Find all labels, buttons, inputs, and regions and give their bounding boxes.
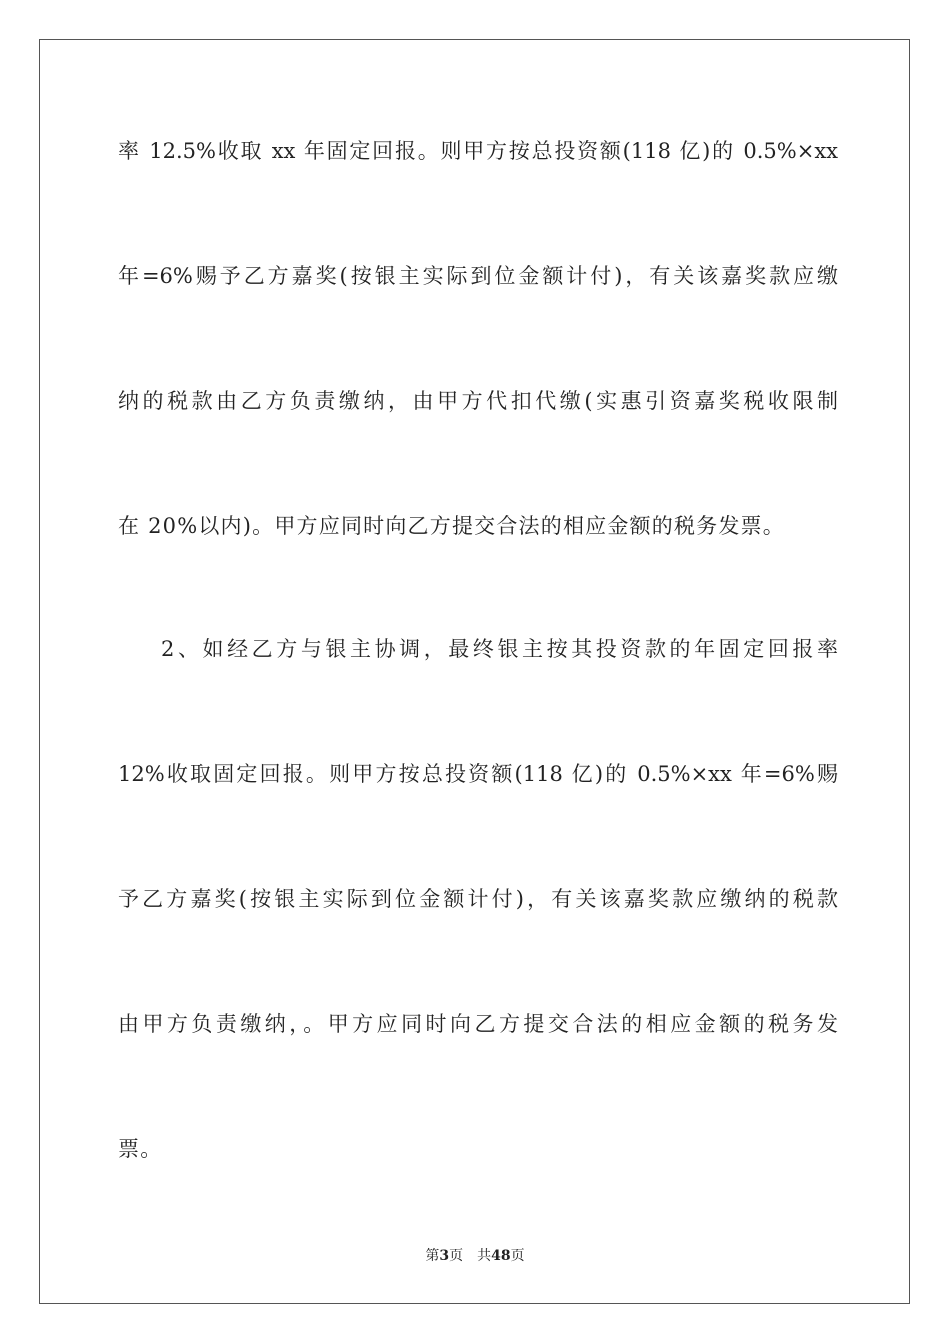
page-label-suffix: 页: [449, 1248, 464, 1264]
text-line: 由甲方负责缴纳，。甲方应同时向乙方提交合法的相应金额的税务发: [118, 1012, 838, 1036]
total-label-suffix: 页: [510, 1248, 525, 1264]
text-line: 纳的税款由乙方负责缴纳，由甲方代扣代缴(实惠引资嘉奖税收限制: [118, 389, 838, 413]
text-line: 在 20%以内)。甲方应同时向乙方提交合法的相应金额的税务发票。: [118, 514, 785, 538]
page-number: 3: [439, 1248, 450, 1264]
paragraph-first-line: 2、如经乙方与银主协调，最终银主按其投资款的年固定回报率: [161, 637, 838, 661]
page-border: [39, 39, 910, 1304]
page-label-prefix: 第: [425, 1248, 440, 1264]
text-line: 率 12.5%收取 xx 年固定回报。则甲方按总投资额(118 亿)的 0.5%×xx: [118, 139, 838, 163]
text-line: 年=6%赐予乙方嘉奖(按银主实际到位金额计付)，有关该嘉奖款应缴: [118, 264, 838, 288]
total-label-prefix: 共: [477, 1248, 492, 1264]
text-line: 予乙方嘉奖(按银主实际到位金额计付)，有关该嘉奖款应缴纳的税款: [118, 887, 838, 911]
text-line: 12%收取固定回报。则甲方按总投资额(118 亿)的 0.5%×xx 年=6%赐: [118, 762, 838, 786]
page-footer: [0, 1247, 950, 1265]
text-line: 票。: [118, 1137, 163, 1161]
total-pages: 48: [491, 1248, 511, 1264]
